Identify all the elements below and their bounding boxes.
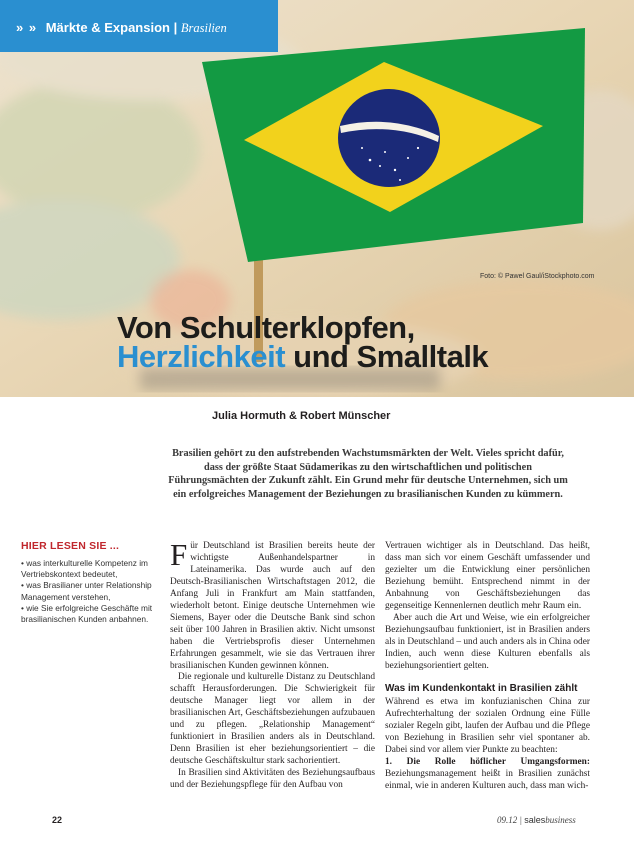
- body-paragraph: Während es etwa im konfuzianischen China zur Aufrechterhaltung der sozialen Ordnung eine Fülle sozialer Regeln gibt, laufen der Aufbau und die Pflege von Beziehung in Brasilien sehr viel spontaner ab. Dabei sind vor allem vier Punkte zu beachten:: [385, 697, 590, 756]
- chevron-right-icon: » »: [16, 20, 38, 35]
- magazine-brand-suffix: business: [545, 815, 576, 825]
- section-header: [0, 0, 278, 52]
- sidebar-list: [21, 558, 155, 625]
- body-paragraph: Die regionale und kulturelle Distanz zu Deutschland schafft Herausforderungen. Die Schwierigkeit für deutsche Manager liegt vor allem in der brasilianischen Art, Geschäftsbeziehungen aufzubauen und zu pflegen. „Relationship Management“ funktioniert in Brasilien anders als in Deutschland. Denn Brasilien ist eher beziehungsorientiert – die deutsche Geschäftskultur stark sachorientiert.: [170, 672, 375, 767]
- paragraph-text: Beziehungsmanagement heißt in Brasilien zunächst einmal, wie in anderen Kulturen auch, dass man wich-: [385, 769, 590, 792]
- sidebar-title: HIER LESEN SIE ...: [21, 540, 120, 552]
- sidebar-item: • wie Sie erfolgreiche Geschäfte mit brasilianischen Kunden anbahnen.: [21, 602, 153, 625]
- magazine-brand: sales: [524, 815, 546, 825]
- photo-credit: Foto: © Pawel Gaul/iStockphoto.com: [480, 273, 595, 280]
- section-title: Märkte & Expansion: [45, 20, 170, 35]
- header-separator: |: [173, 20, 178, 35]
- footer-issue: [497, 815, 576, 825]
- body-paragraph: Vertrauen wichtiger als in Deutschland. Das heißt, dass man sich vor einem Geschäft umfassender und gezielter um die Entwicklung einer persönlichen Beziehung bemüht. Entsprechend nimmt in der Anbahnung von Geschäftsbeziehungen das gegenseitige Kennenlernen deutlich mehr Raum ein.: [385, 541, 590, 611]
- body-column-1: [170, 537, 375, 792]
- paragraph-text: ür Deutschland ist Brasilien bereits heute der wichtigste Außenhandelspartner in Lateinamerika. Das wurde auch auf den Deutsch-Brasilianischen Wirtschaftstagen 2012, die Anfang Juli in Frankfurt am Main stattfanden, wiederholt betont. Einige deutsche Unternehmen wie Siemens, Bayer oder die Deutsche Bank sind schon seit über 100 Jahren in Brasilien aktiv. Nicht umsonst haben die Vertriebsprofis dieser Unternehmen Erfahrungen gesammelt, wie sie das Vertrauen ihrer brasilianischen Kunden gewinnen können.: [170, 541, 375, 671]
- drop-cap: F: [170, 537, 188, 572]
- section-subheading: Was im Kundenkontakt in Brasilien zählt: [385, 683, 578, 695]
- body-column-2: [385, 541, 590, 793]
- page-number: 22: [52, 815, 63, 825]
- lead-paragraph: Brasilien gehört zu den aufstrebenden Wachstumsmärkten der Welt. Vieles spricht dafür, dass der größte Staat Südamerikas zu den wirtschaftlichen und politischen Führungsmächten der Zukunft zählt. Ein Grund mehr für deutsche Unternehmen, sich um ein erfolgreiches Management der Beziehungen zu brasilianischen Kunden zu kümmern.: [168, 448, 568, 500]
- issue-number: 09.12: [497, 815, 518, 825]
- authors: Julia Hormuth & Robert Münscher: [212, 410, 391, 422]
- sidebar-item: • was Brasilianer unter Relationship Management verstehen,: [21, 580, 152, 602]
- title-rest: und Smalltalk: [285, 339, 489, 374]
- point-heading: 1. Die Rolle höflicher Umgangsformen:: [385, 757, 590, 768]
- article-title: [117, 310, 489, 374]
- footer-separator: |: [519, 815, 522, 825]
- sidebar-item: • was interkulturelle Kompetenz im Vertriebskontext bedeutet,: [21, 558, 148, 580]
- title-highlight: Herzlichkeit: [117, 339, 286, 374]
- body-paragraph: In Brasilien sind Aktivitäten des Beziehungsaufbaus und der Beziehungspflege für den Aufbau von: [170, 768, 375, 791]
- subsection-title: Brasilien: [180, 21, 227, 35]
- sidebar-box: [21, 540, 155, 625]
- body-paragraph: Aber auch die Art und Weise, wie ein erfolgreicher Beziehungsaufbau funktioniert, ist in Brasilien anders als in Deutschland – und auch anders als in China oder Indien, auch wenn diese Kulturen ebenfalls als beziehungsorientiert gelten.: [385, 612, 590, 671]
- title-line-2: [117, 339, 489, 374]
- body-paragraph: [170, 537, 375, 672]
- title-line-1: Von Schulterklopfen,: [117, 310, 415, 345]
- body-paragraph: [385, 757, 590, 793]
